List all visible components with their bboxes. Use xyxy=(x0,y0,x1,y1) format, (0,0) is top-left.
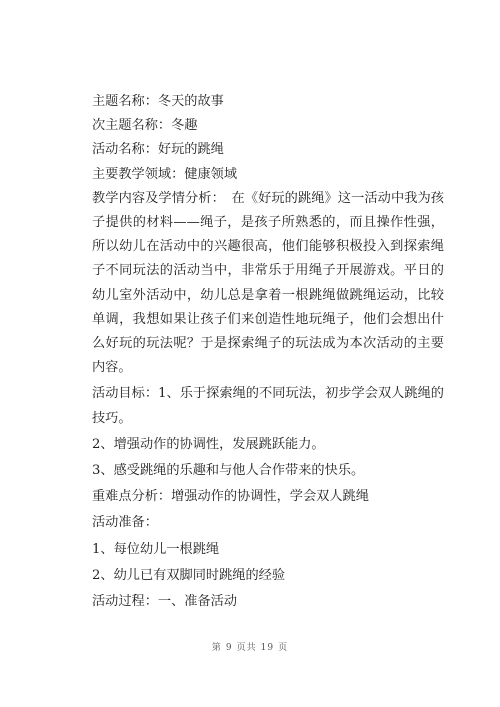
teaching-domain-line: 主要教学领域：健康领域 xyxy=(92,166,238,182)
footer-page-number: 9 xyxy=(225,643,233,653)
footer-suffix: 页 xyxy=(278,643,289,653)
activity-name-line: 活动名称：好玩的跳绳 xyxy=(92,142,224,158)
content-analysis-paragraph: 教学内容及学情分析： 在《好玩的跳绳》这一活动中我为孩子提供的材料——绳子，是孩子所熟悉的，而且操作性强，所以幼儿在活动中的兴趣很高，他们能够积极投入到探索绳子不同玩法的活动当中，非常乐于用绳子开展游戏。平日的幼儿室外活动中，幼儿总是拿着一根跳绳做跳绳运动，比较单调，我想如果让孩子们来创造性地玩绳子，他们会想出什么好玩的玩法呢？于是探索绳子的玩法成为本次活动的主要内容。 xyxy=(92,190,444,376)
footer-prefix: 第 xyxy=(211,643,222,653)
footer-total-pages: 19 xyxy=(260,643,275,653)
goal-3-paragraph: 3、感受跳绳的乐趣和与他人合作带来的快乐。 xyxy=(92,463,365,479)
footer-mid: 页共 xyxy=(236,643,257,653)
preparation-item-2: 2、幼儿已有双脚同时跳绳的经验 xyxy=(92,567,286,583)
theme-line: 主题名称：冬天的故事 xyxy=(92,94,224,109)
preparation-title: 活动准备： xyxy=(92,515,158,531)
process-paragraph: 活动过程：一、准备活动 xyxy=(92,594,238,610)
subtheme-line: 次主题名称：冬趣 xyxy=(92,118,198,134)
document-body xyxy=(92,90,444,614)
page-footer xyxy=(0,640,500,653)
goal-2-paragraph: 2、增强动作的协调性，发展跳跃能力。 xyxy=(92,436,325,452)
key-points-paragraph: 重难点分析：增强动作的协调性，学会双人跳绳 xyxy=(92,489,369,505)
goal-1-paragraph: 活动目标：1、乐于探索绳的不同玩法，初步学会双人跳绳的技巧。 xyxy=(92,386,444,426)
preparation-item-1: 1、每位幼儿一根跳绳 xyxy=(92,541,220,557)
